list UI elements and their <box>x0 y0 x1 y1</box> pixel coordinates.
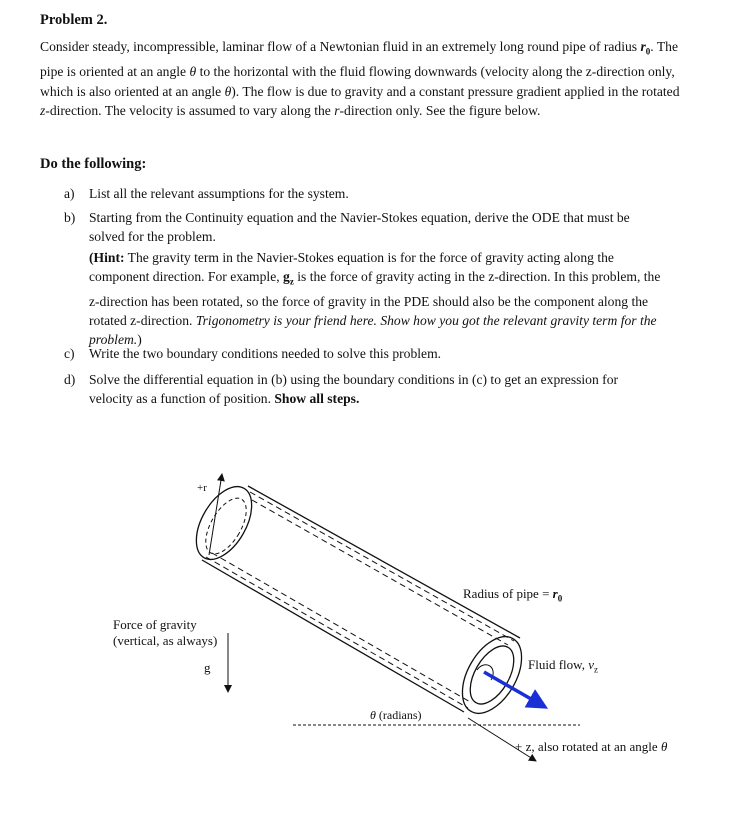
do-following-heading: Do the following: <box>40 156 147 172</box>
radius-label: Radius of pipe = $r_0$ <box>463 586 563 604</box>
item-a-label: a) <box>64 186 75 201</box>
item-b-label: b) <box>64 210 76 225</box>
theta-label: θ (radians) <box>370 708 422 722</box>
item-b-text: Starting from the Continuity equation and the Navier-Stokes equation, derive the ODE that must be solved for the problem. <box>89 210 630 244</box>
g-label: g <box>204 660 211 675</box>
hint-paragraph: (Hint: The gravity term in the Navier-Stokes equation is for the force of gravity acting along the component direction. For example, $g_z$ is the force of gravity acting in the z-direction. In this problem, the z-direction has been rotated, so the force of gravity in the PDE should also be the component along the rotated z-direction. Trigonometry is your friend here. Show how you got the relevant gravity term for the problem.) <box>89 250 661 347</box>
item-c-label: c) <box>64 346 75 361</box>
item-d-label: d) <box>64 372 76 387</box>
item-d-text: Solve the differential equation in (b) using the boundary conditions in (c) to get an expression for velocity as a function of position. Show all steps. <box>89 372 619 406</box>
gravity-label: Force of gravity (vertical, as always) <box>113 617 218 648</box>
item-a-text: List all the relevant assumptions for the system. <box>89 186 349 201</box>
z-axis-label: + z, also rotated at an angle θ <box>515 739 668 754</box>
plus-r-label: +r <box>197 482 207 494</box>
item-c-text: Write the two boundary conditions needed to solve this problem. <box>89 346 442 361</box>
problem-intro: Consider steady, incompressible, laminar flow of a Newtonian fluid in an extremely long round pipe of radius $r_0$. The pipe is oriented at an angle θ to the horizontal with the fluid flowing downwards (velocity along the z-direction only, which is also oriented at an angle θ). The flow is due to gravity and a constant pressure gradient applied in the rotated z-direction. The velocity is assumed to vary along the r-direction only. See the figure below. <box>40 39 680 119</box>
problem-title: Problem 2. <box>40 12 108 28</box>
fluid-flow-label: Fluid flow, $v_z$ <box>528 657 598 675</box>
